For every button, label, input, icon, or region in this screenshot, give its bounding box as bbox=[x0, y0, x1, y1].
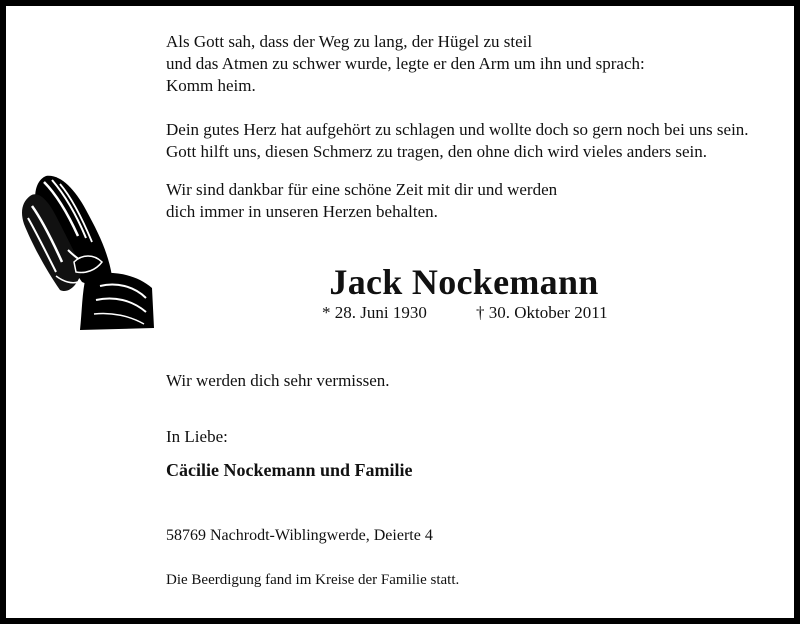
death-date: † 30. Oktober 2011 bbox=[476, 303, 608, 322]
signoff-intro: In Liebe: bbox=[166, 427, 228, 446]
poem-line: Gott hilft uns, diesen Schmerz zu tragen, den ohne dich wird vieles anders sein. bbox=[166, 142, 708, 161]
funeral-note: Die Beerdigung fand im Kreise der Familie statt. bbox=[166, 572, 460, 588]
poem-stanza-2 bbox=[166, 119, 749, 163]
poem-line: Komm heim. bbox=[166, 76, 256, 95]
family-signature: Cäcilie Nockemann und Familie bbox=[166, 460, 413, 480]
deceased-name: Jack Nockemann bbox=[329, 262, 599, 302]
poem-stanza-3 bbox=[166, 179, 557, 223]
poem-line: Dein gutes Herz hat aufgehört zu schlagen und wollte doch so gern noch bei uns sein. bbox=[166, 120, 749, 139]
poem-stanza-1 bbox=[166, 31, 645, 97]
poem-line: dich immer in unseren Herzen behalten. bbox=[166, 202, 438, 221]
poem-line: Wir sind dankbar für eine schöne Zeit mit dir und werden bbox=[166, 180, 558, 199]
birth-date: * 28. Juni 1930 bbox=[322, 303, 427, 322]
poem-line: Als Gott sah, dass der Weg zu lang, der Hügel zu steil bbox=[166, 32, 533, 51]
obituary-card bbox=[6, 6, 794, 618]
praying-hands-icon bbox=[16, 166, 156, 330]
farewell-message: Wir werden dich sehr vermissen. bbox=[166, 371, 390, 390]
family-address: 58769 Nachrodt-Wiblingwerde, Deierte 4 bbox=[166, 527, 433, 544]
poem-line: und das Atmen zu schwer wurde, legte er den Arm um ihn und sprach: bbox=[166, 54, 645, 73]
